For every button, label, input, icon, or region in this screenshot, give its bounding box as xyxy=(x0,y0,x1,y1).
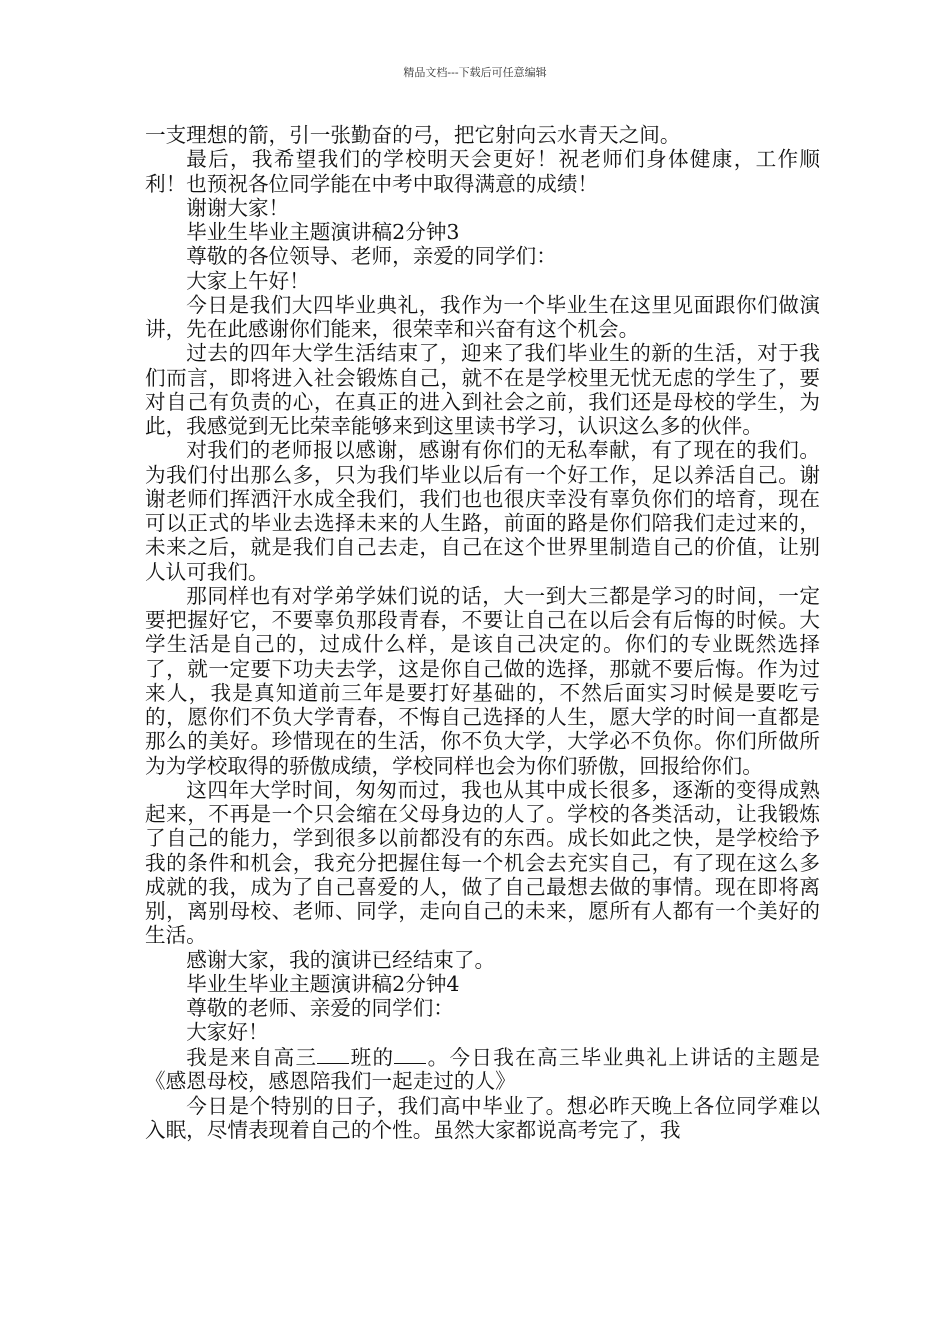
greeting: 大家好！ xyxy=(186,1020,269,1045)
paragraph: 这四年大学时间，匆匆而过，我也从其中成长很多，逐渐的变得成熟起来，不再是一个只会缩在父母身边的人了。学校的各类活动，让我锻炼了自己的能力，学到很多以前都没有的东西。成长如此之快，是学校给予我的条件和机会，我充分把握住每一个机会去充实自己，有了现在这么多成就的我，成为了自己喜爱的人，做了自己最想去做的事情。现在即将离别，离别母校、老师、同学，走向自己的未来，愿所有人都有一个美好的生活。 xyxy=(145,777,820,948)
intro-text-part2: 班的 xyxy=(349,1045,395,1070)
greeting: 大家上午好！ xyxy=(186,268,310,293)
paragraph: 今日是我们大四毕业典礼，我作为一个毕业生在这里见面跟你们做演讲，先在此感谢你们能来，很荣幸和兴奋有这个机会。 xyxy=(145,292,820,341)
paragraph: 感谢大家，我的演讲已经结束了。 xyxy=(186,947,496,972)
paragraph: 过去的四年大学生活结束了，迎来了我们毕业生的新的生活，对于我们而言，即将进入社会锻炼自己，就不在是学校里无忧无虑的学生了，要对自己有负责的心，在真正的进入到社会之前，我们还是母校的学生，为此，我感觉到无比荣幸能够来到这里读书学习，认识这么多的伙伴。 xyxy=(145,341,820,438)
paragraph: 那同样也有对学弟学妹们说的话，大一到大三都是学习的时间，一定要把握好它，不要辜负那段青春，不要让自己在以后会有后悔的时候。大学生活是自己的，过成什么样，是该自己决定的。你们的专业既然选择了，就一定要下功夫去学，这是你自己做的选择，那就不要后悔。作为过来人，我是真知道前三年是要打好基础的，不然后面实习时候是要吃亏的，愿你们不负大学青春，不悔自己选择的人生，愿大学的时间一直都是那么的美好。珍惜现在的生活，你不负大学，大学必不负你。你们所做所为为学校取得的骄傲成绩，学校同样也会为你们骄傲，回报给你们。 xyxy=(145,583,820,778)
page-header: 精品文档---下载后可任意编辑 xyxy=(403,66,547,79)
paragraph: 谢谢大家！ xyxy=(186,195,290,220)
section-title: 毕业生毕业主题演讲稿2分钟4 xyxy=(186,971,460,996)
paragraph: 对我们的老师报以感谢，感谢有你们的无私奉献，有了现在的我们。为我们付出那么多，只为我们毕业以后有一个好工作，足以养活自己。谢谢老师们挥洒汗水成全我们，我们也也很庆幸没有辜负你们的培育，现在可以正式的毕业去选择未来的人生路，前面的路是你们陪我们走过来的，未来之后，就是我们自己去走，自己在这个世界里制造自己的价值，让别人认可我们。 xyxy=(145,438,820,584)
paragraph: 一支理想的箭，引一张勤奋的弓，把它射向云水青天之间。 xyxy=(145,123,681,147)
intro-text-part3: 。今日我在高三毕业典礼上讲话的主题是《感恩母校，感恩陪我们一起走过的人》 xyxy=(145,1045,821,1094)
salutation: 尊敬的老师、亲爱的同学们： xyxy=(186,996,454,1020)
section-title: 毕业生毕业主题演讲稿2分钟3 xyxy=(186,220,460,244)
salutation: 尊敬的各位领导、老师，亲爱的同学们： xyxy=(186,244,557,269)
paragraph: 今日是个特别的日子，我们高中毕业了。想必昨天晚上各位同学难以入眠，尽情表现着自己的个性。虽然大家都说高考完了，我 xyxy=(145,1093,820,1142)
intro-text-part1: 我是来自高三 xyxy=(186,1045,318,1070)
document-body xyxy=(145,123,820,1142)
fill-in-blank xyxy=(394,1045,426,1065)
intro-paragraph xyxy=(145,1045,820,1094)
paragraph: 最后，我希望我们的学校明天会更好！祝老师们身体健康，工作顺利！也预祝各位同学能在中考中取得满意的成绩！ xyxy=(145,147,820,196)
fill-in-blank xyxy=(317,1045,349,1065)
